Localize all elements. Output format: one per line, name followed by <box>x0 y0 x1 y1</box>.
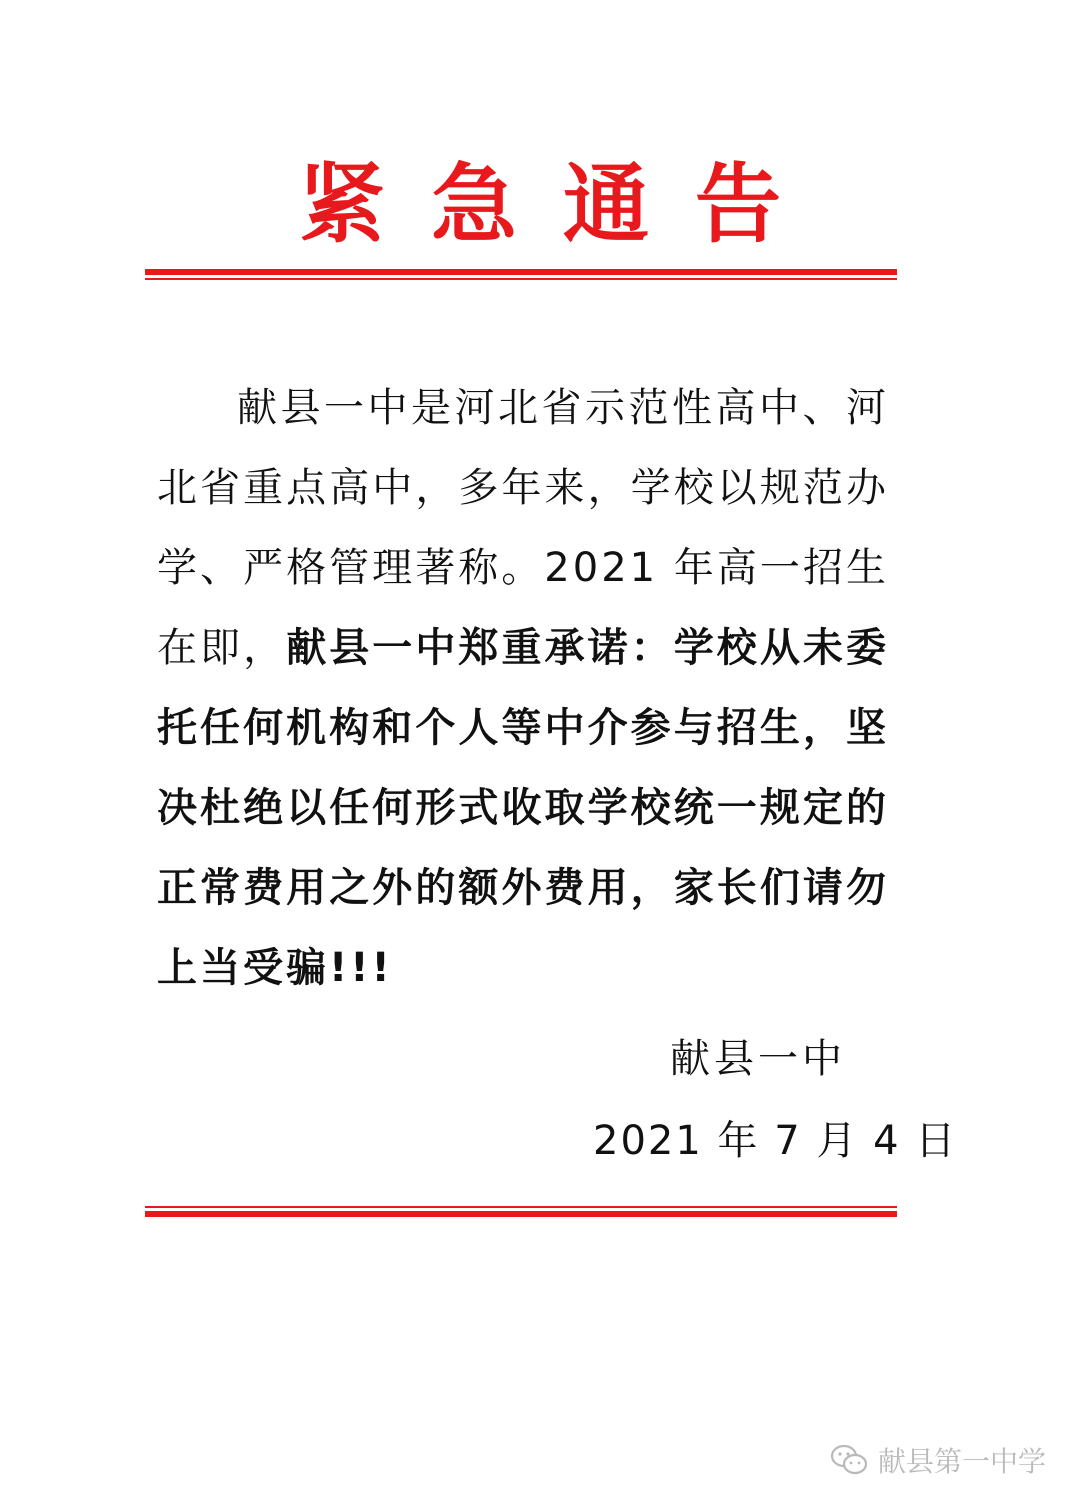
top-divider <box>145 269 897 280</box>
account-watermark <box>830 1440 1046 1480</box>
notice-body-bold: 献县一中郑重承诺：学校从未委托任何机构和个人等中介参与招生，坚决杜绝以任何形式收取学校统一规定的正常费用之外的额外费用，家长们请勿上当受骗!!! <box>157 625 889 991</box>
notice-title: 紧急通告 <box>299 155 827 255</box>
bottom-divider-thin-line <box>145 1206 897 1208</box>
notice-date: 2021 年 7 月 4 日 <box>593 1118 958 1164</box>
account-name: 献县第一中学 <box>877 1445 1046 1478</box>
wechat-icon <box>830 1444 868 1476</box>
bottom-divider-thick-line <box>145 1211 897 1217</box>
notice-body <box>157 368 889 1008</box>
bottom-divider <box>145 1206 897 1217</box>
top-divider-thick-line <box>145 269 897 275</box>
notice-body-regular: 献县一中是河北省示范性高中、河北省重点高中，多年来，学校以规范办学、严格管理著称。2021 年高一招生在即， <box>157 385 889 671</box>
notice-signature: 献县一中 <box>670 1036 846 1082</box>
top-divider-thin-line <box>145 278 897 280</box>
